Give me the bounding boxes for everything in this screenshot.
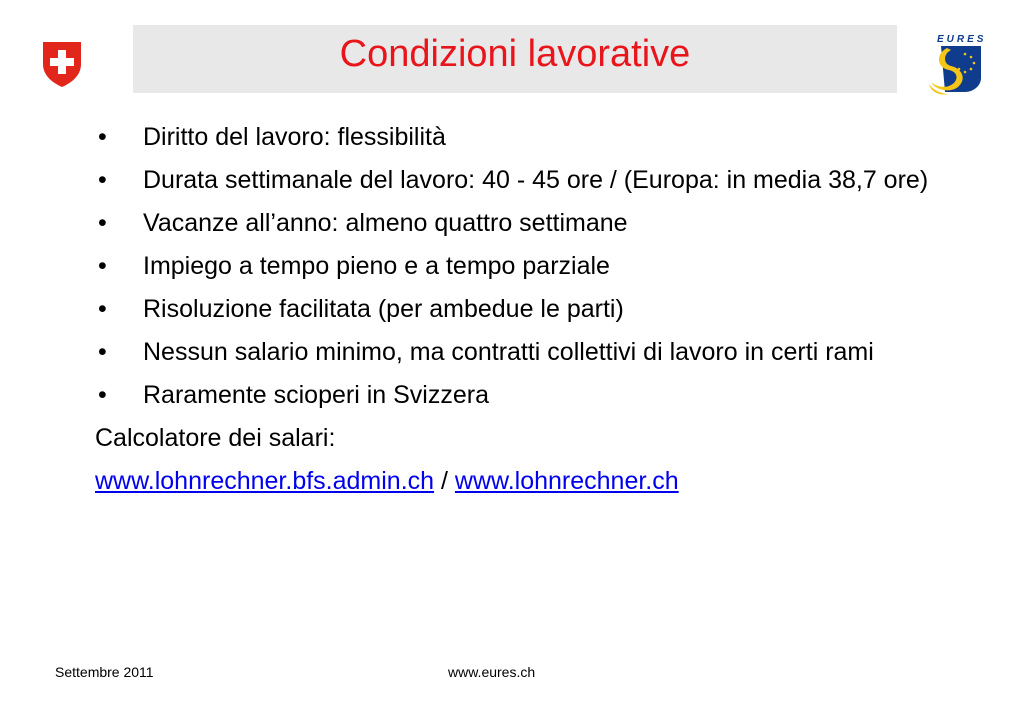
bullet-icon: •	[98, 166, 107, 194]
list-item	[95, 120, 975, 154]
slide-content	[95, 120, 975, 507]
bullet-list	[95, 120, 975, 412]
list-item	[95, 206, 975, 240]
lohnrechner-bfs-link[interactable]: www.lohnrechner.bfs.admin.ch	[95, 467, 435, 495]
bullet-text: Risoluzione facilitata (per ambedue le parti)	[143, 295, 624, 323]
bullet-icon: •	[98, 295, 107, 323]
bullet-text: Nessun salario minimo, ma contratti collettivi di lavoro in certi rami	[143, 338, 874, 366]
bullet-text: Vacanze all’anno: almeno quattro settimane	[143, 209, 628, 237]
bullet-text: Impiego a tempo pieno e a tempo parziale	[143, 252, 610, 280]
bullet-icon: •	[98, 338, 107, 366]
calculator-links	[95, 464, 975, 498]
swiss-cross-shield-icon	[41, 40, 83, 88]
list-item	[95, 249, 975, 283]
title-bar	[133, 25, 897, 93]
bullet-text: Durata settimanale del lavoro: 40 - 45 ore / (Europa: in media 38,7 ore)	[143, 166, 929, 194]
footer-date: Settembre 2011	[55, 664, 154, 680]
bullet-text: Raramente scioperi in Svizzera	[143, 381, 489, 409]
list-item	[95, 335, 975, 369]
list-item	[95, 378, 975, 412]
list-item	[95, 292, 975, 326]
lohnrechner-link[interactable]: www.lohnrechner.ch	[454, 467, 679, 495]
bullet-text: Diritto del lavoro: flessibilità	[143, 123, 446, 151]
link-separator: /	[441, 467, 448, 495]
bullet-icon: •	[98, 252, 107, 280]
eures-logo-text: EURES	[937, 34, 987, 45]
eures-logo-icon	[925, 32, 987, 98]
bullet-icon: •	[98, 209, 107, 237]
footer-website: www.eures.ch	[448, 664, 536, 680]
list-item	[95, 163, 975, 197]
bullet-icon: •	[98, 381, 107, 409]
page-title: Condizioni lavorative	[339, 33, 691, 75]
bullet-icon: •	[98, 123, 107, 151]
salary-calculator-label: Calcolatore dei salari:	[95, 424, 336, 452]
